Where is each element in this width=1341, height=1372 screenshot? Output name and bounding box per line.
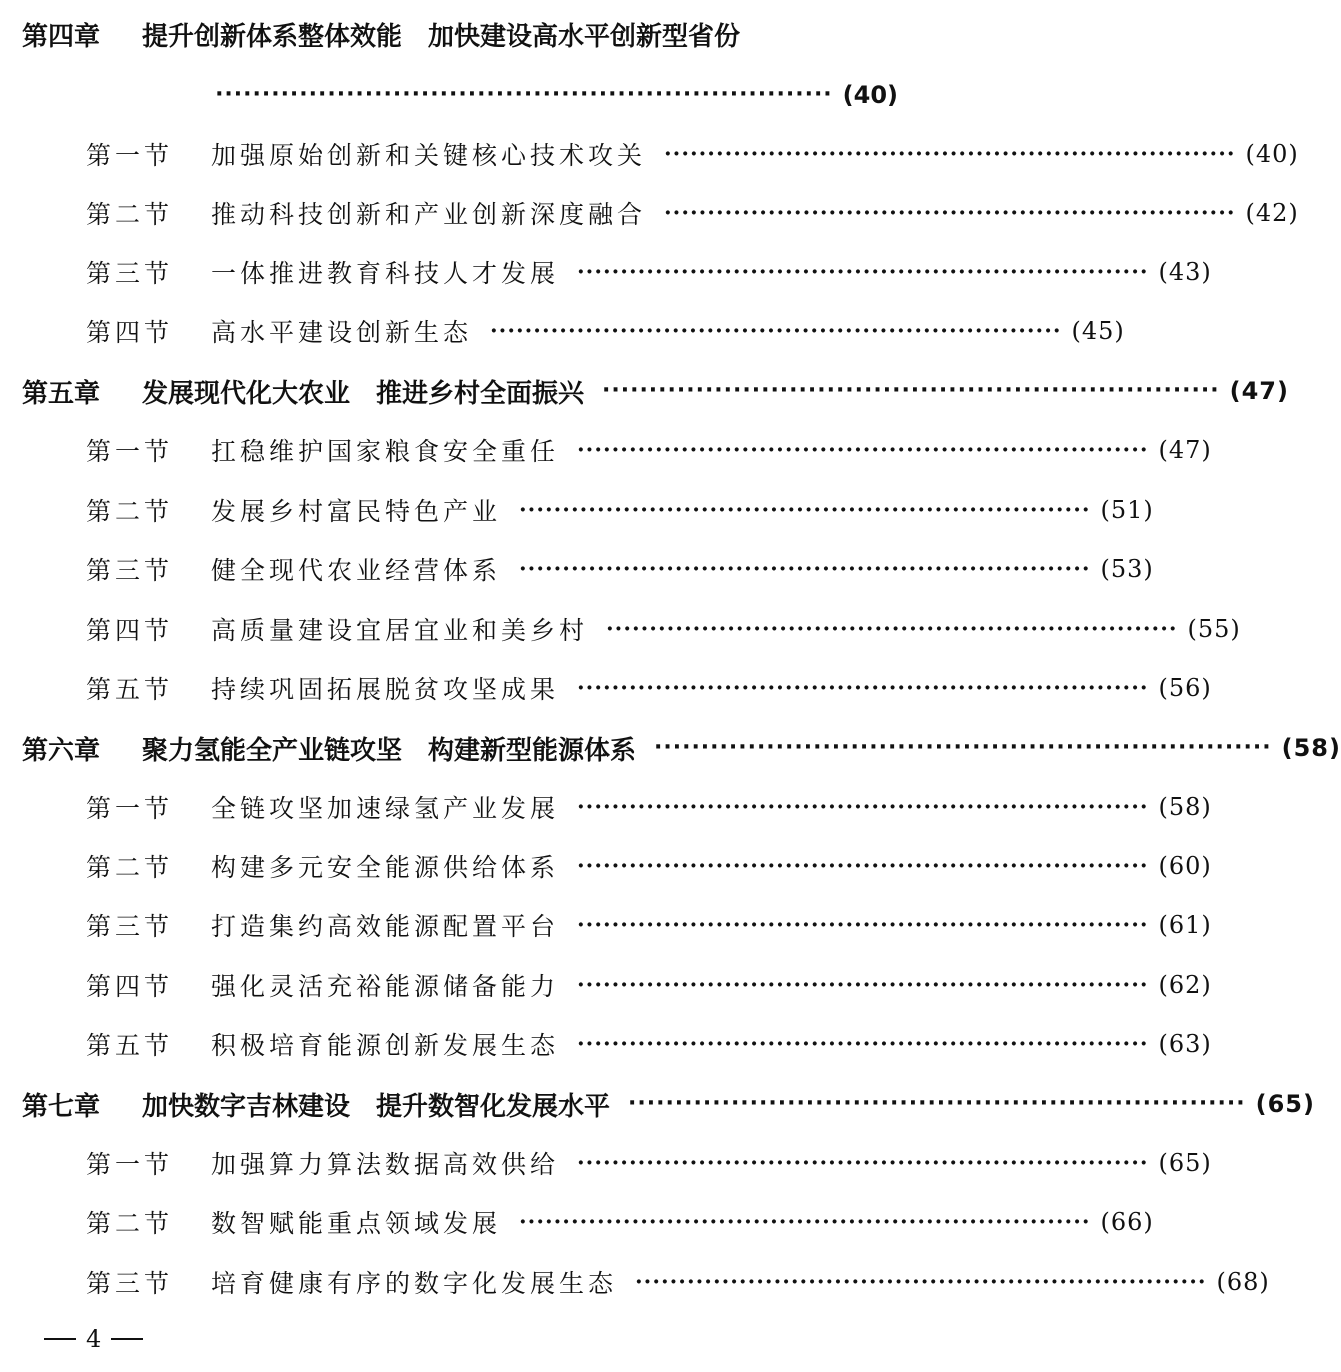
toc-entry-label: 第一节: [86, 437, 174, 466]
toc-entry-label: 第一节: [86, 141, 174, 170]
toc-entry-title: 加强算力算法数据高效供给: [211, 1150, 560, 1179]
toc-chapter-entry: [0, 14, 920, 54]
toc-dot-leader: ··································································: [577, 912, 1149, 938]
toc-dot-leader: ··································································: [519, 497, 1091, 523]
toc-entry-title: 发展乡村富民特色产业: [211, 497, 502, 526]
footer-dash-right: [111, 1338, 143, 1340]
toc-dot-leader: ··································································: [519, 556, 1091, 582]
toc-dot-leader: ··································································: [577, 1031, 1149, 1057]
toc-entry-title: 加快数字吉林建设 提升数智化发展水平: [142, 1091, 611, 1122]
toc-entry-label: 第五节: [86, 1031, 174, 1060]
toc-section-entry: [0, 252, 1212, 292]
toc-entry-label: 第二节: [86, 853, 174, 882]
toc-section-entry: [0, 787, 1212, 827]
toc-entry-page: (40): [842, 81, 898, 109]
toc-entry-page: (66): [1100, 1208, 1154, 1236]
toc-entry-title: 提升创新体系整体效能 加快建设高水平创新型省份: [142, 21, 741, 52]
toc-entry-page: (61): [1158, 911, 1212, 939]
toc-entry-page: (55): [1187, 615, 1241, 643]
toc-dot-leader: ··································································: [577, 1150, 1149, 1176]
toc-entry-page: (63): [1158, 1030, 1212, 1058]
toc-entry-title: 构建多元安全能源供给体系: [211, 853, 560, 882]
toc-dot-leader: ··································································: [602, 378, 1220, 403]
toc-entry-page: (43): [1158, 258, 1212, 286]
toc-entry-page: (47): [1229, 377, 1289, 405]
toc-entry-title: 高质量建设宜居宜业和美乡村: [211, 616, 589, 645]
toc-entry-page: (42): [1245, 199, 1299, 227]
toc-section-entry: [0, 905, 1212, 945]
toc-section-entry: [0, 609, 1241, 649]
toc-section-entry: [0, 430, 1212, 470]
toc-entry-label: 第四章: [22, 21, 101, 52]
toc-entry-page: (65): [1255, 1090, 1315, 1118]
toc-section-entry: [0, 965, 1212, 1005]
toc-section-entry: [0, 668, 1212, 708]
page-footer: [44, 1322, 143, 1356]
toc-section-entry: [0, 549, 1154, 589]
toc-entry-label: 第一节: [86, 1150, 174, 1179]
toc-entry-page: (58): [1158, 793, 1212, 821]
toc-section-entry: [0, 1024, 1212, 1064]
toc-entry-label: 第四节: [86, 318, 174, 347]
toc-chapter-entry: [0, 728, 1341, 768]
toc-entry-label: 第二节: [86, 1209, 174, 1238]
toc-dot-leader: ··································································: [577, 675, 1149, 701]
toc-section-entry: [0, 1262, 1270, 1302]
toc-dot-leader: ··································································: [606, 616, 1178, 642]
toc-entry-label: 第六章: [22, 735, 101, 766]
toc-section-entry: [0, 134, 1299, 174]
toc-entry-label: 第三节: [86, 556, 174, 585]
toc-entry-label: 第七章: [22, 1091, 101, 1122]
toc-entry-page: (60): [1158, 852, 1212, 880]
toc-chapter-entry-continuation: [0, 75, 920, 115]
toc-entry-label: 第四节: [86, 972, 174, 1001]
toc-dot-leader: ··································································: [628, 1091, 1246, 1116]
toc-dot-leader: ··································································: [664, 200, 1236, 226]
toc-entry-title: 高水平建设创新生态: [211, 318, 473, 347]
toc-entry-title: 推动科技创新和产业创新深度融合: [211, 200, 647, 229]
toc-dot-leader: ··································································: [664, 141, 1236, 167]
toc-chapter-entry: [0, 1084, 1315, 1124]
toc-dot-leader: ··································································: [577, 853, 1149, 879]
toc-dot-leader: ··································································: [577, 437, 1149, 463]
toc-entry-page: (47): [1158, 436, 1212, 464]
toc-entry-page: (51): [1100, 496, 1154, 524]
toc-entry-label: 第五节: [86, 675, 174, 704]
footer-page-number: 4: [86, 1325, 102, 1353]
toc-dot-leader: ··································································: [519, 1209, 1091, 1235]
toc-entry-page: (53): [1100, 555, 1154, 583]
toc-entry-page: (62): [1158, 971, 1212, 999]
toc-entry-label: 第三节: [86, 912, 174, 941]
toc-entry-page: (58): [1281, 734, 1341, 762]
toc-dot-leader: ··································································: [654, 735, 1272, 760]
toc-dot-leader: ··································································: [577, 794, 1149, 820]
toc-entry-title: 强化灵活充裕能源储备能力: [211, 972, 560, 1001]
toc-dot-leader: ··································································: [577, 259, 1149, 285]
toc-entry-title: 发展现代化大农业 推进乡村全面振兴: [142, 378, 585, 409]
toc-entry-title: 培育健康有序的数字化发展生态: [211, 1269, 618, 1298]
toc-entry-title: 一体推进教育科技人才发展: [211, 259, 560, 288]
toc-section-entry: [0, 1202, 1154, 1242]
toc-entry-label: 第五章: [22, 378, 101, 409]
toc-entry-title: 健全现代农业经营体系: [211, 556, 502, 585]
toc-entry-page: (68): [1216, 1268, 1270, 1296]
toc-entry-page: (45): [1071, 317, 1125, 345]
toc-entry-title: 积极培育能源创新发展生态: [211, 1031, 560, 1060]
toc-section-entry: [0, 490, 1154, 530]
toc-entry-title: 聚力氢能全产业链攻坚 构建新型能源体系: [142, 735, 637, 766]
toc-entry-label: 第三节: [86, 259, 174, 288]
footer-dash-left: [44, 1338, 76, 1340]
toc-entry-page: (65): [1158, 1149, 1212, 1177]
toc-section-entry: [0, 846, 1212, 886]
toc-dot-leader: ··································································: [215, 82, 833, 107]
toc-dot-leader: ··································································: [635, 1269, 1207, 1295]
toc-entry-label: 第四节: [86, 616, 174, 645]
toc-dot-leader: ··································································: [577, 972, 1149, 998]
toc-section-entry: [0, 1143, 1212, 1183]
toc-entry-page: (56): [1158, 674, 1212, 702]
toc-entry-label: 第三节: [86, 1269, 174, 1298]
toc-entry-label: 第二节: [86, 200, 174, 229]
toc-entry-label: 第一节: [86, 794, 174, 823]
toc-entry-title: 加强原始创新和关键核心技术攻关: [211, 141, 647, 170]
toc-entry-title: 数智赋能重点领域发展: [211, 1209, 502, 1238]
toc-chapter-entry: [0, 371, 1289, 411]
toc-entry-page: (40): [1245, 140, 1299, 168]
toc-section-entry: [0, 193, 1299, 233]
toc-entry-label: 第二节: [86, 497, 174, 526]
toc-entry-title: 扛稳维护国家粮食安全重任: [211, 437, 560, 466]
toc-entry-title: 全链攻坚加速绿氢产业发展: [211, 794, 560, 823]
toc-dot-leader: ··································································: [490, 318, 1062, 344]
toc-entry-title: 打造集约高效能源配置平台: [211, 912, 560, 941]
toc-section-entry: [0, 311, 1125, 351]
toc-entry-title: 持续巩固拓展脱贫攻坚成果: [211, 675, 560, 704]
